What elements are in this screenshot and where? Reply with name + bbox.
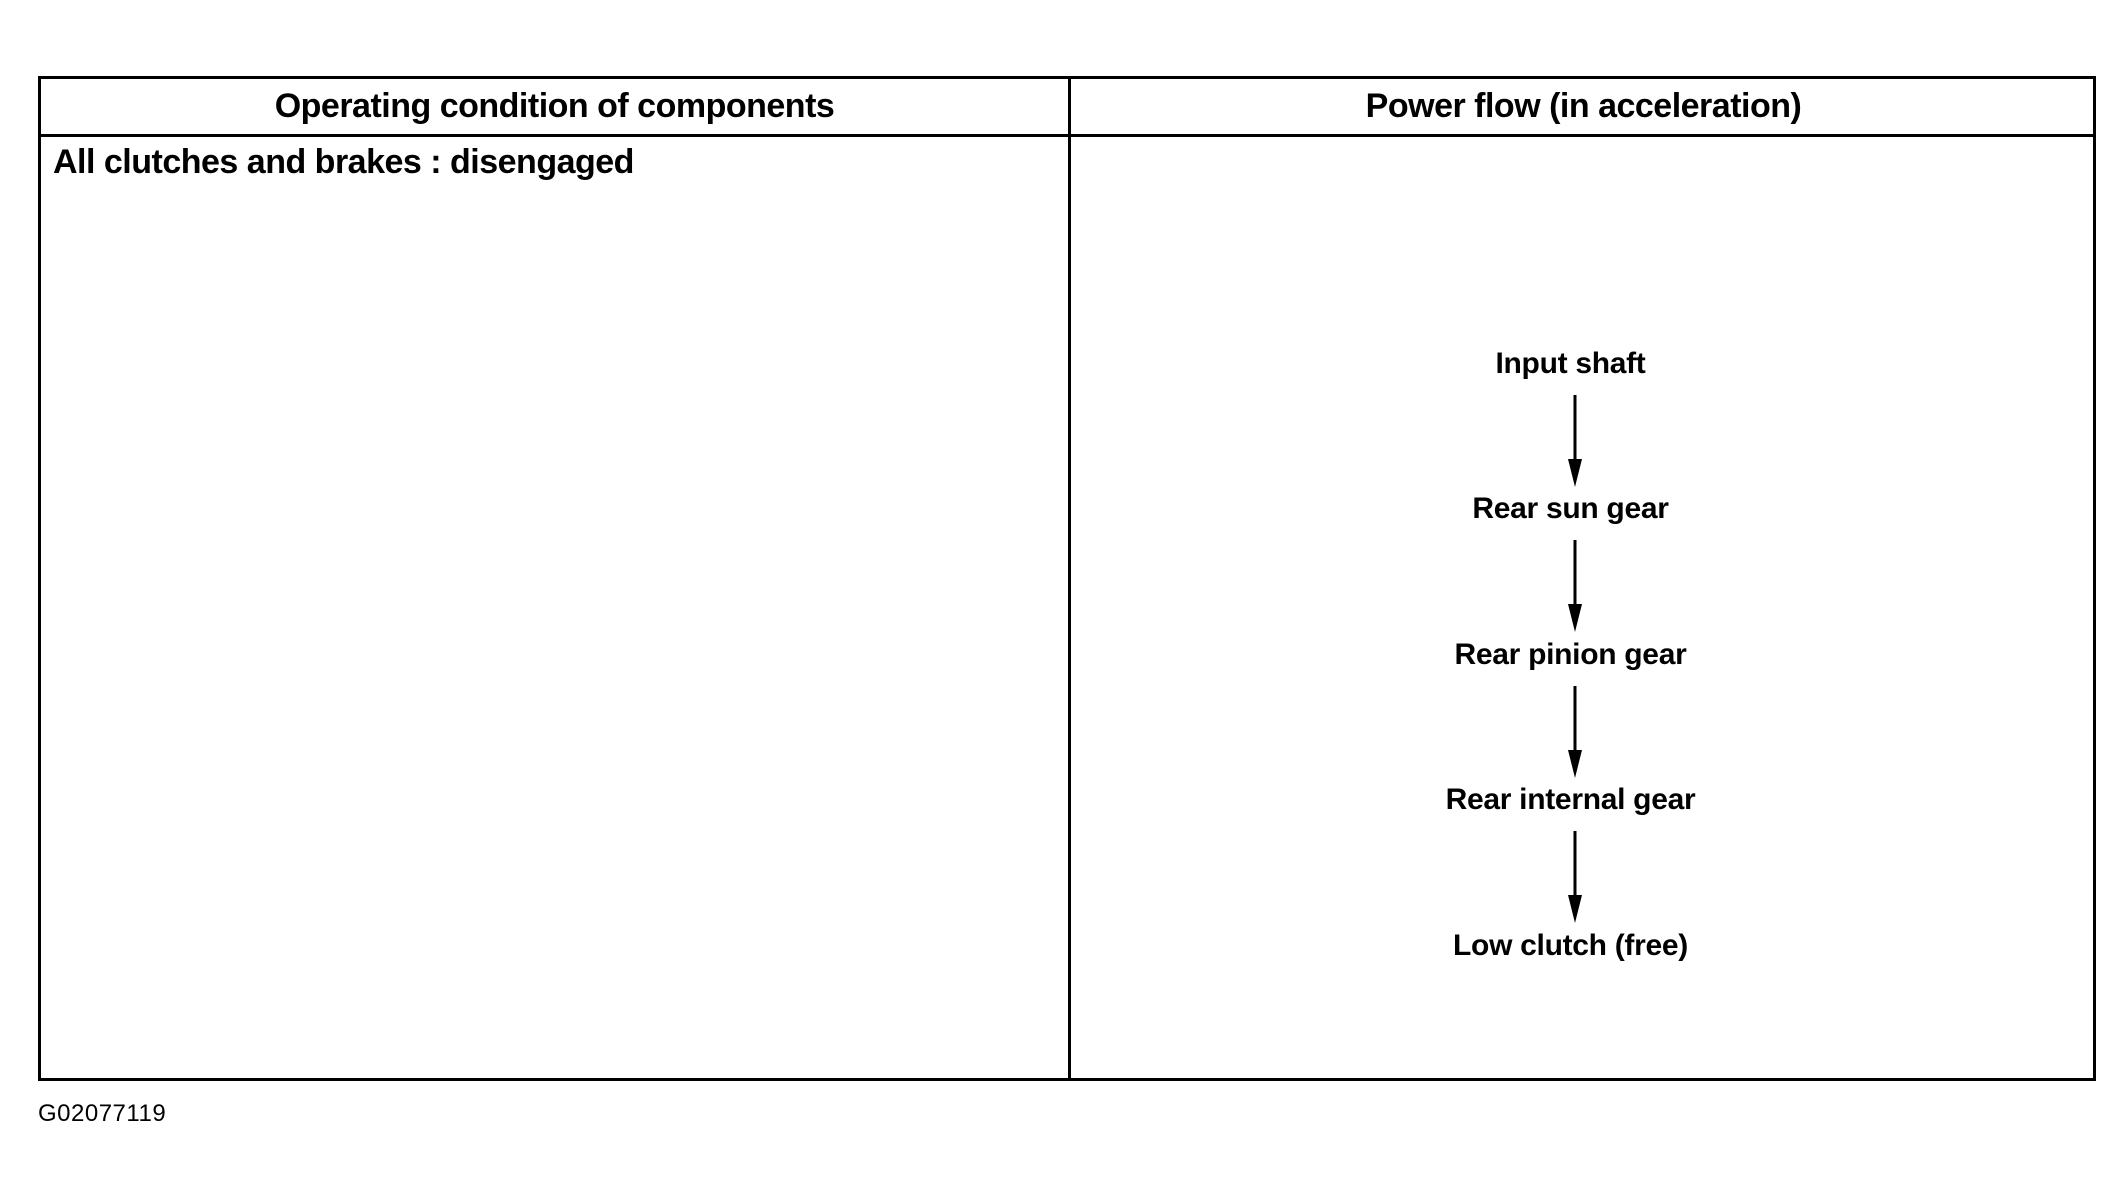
flow-step-rear-pinion-gear: Rear pinion gear <box>1454 638 1687 671</box>
flow-arrow-3 <box>1071 686 2096 778</box>
flow-arrow-4 <box>1071 831 2096 923</box>
flow-step-rear-internal-gear: Rear internal gear <box>1445 783 1696 816</box>
operating-condition-cell: All clutches and brakes : disengaged <box>53 143 634 181</box>
down-arrow-icon <box>1563 540 1587 632</box>
operating-condition-table <box>38 76 2096 1081</box>
flow-step-input-shaft: Input shaft <box>1495 347 1646 380</box>
header-operating-condition: Operating condition of components <box>274 87 835 125</box>
header-power-flow: Power flow (in acceleration) <box>1365 87 1802 125</box>
down-arrow-icon <box>1563 686 1587 778</box>
figure-id: G02077119 <box>38 1100 167 1127</box>
table-header-row <box>41 79 2093 137</box>
down-arrow-icon <box>1563 831 1587 923</box>
flow-step-rear-sun-gear: Rear sun gear <box>1472 492 1669 525</box>
flow-step-low-clutch: Low clutch (free) <box>1453 929 1688 962</box>
flow-arrow-1 <box>1071 395 2096 487</box>
power-flow-diagram <box>1071 137 2096 1078</box>
down-arrow-icon <box>1563 395 1587 487</box>
flow-arrow-2 <box>1071 540 2096 632</box>
